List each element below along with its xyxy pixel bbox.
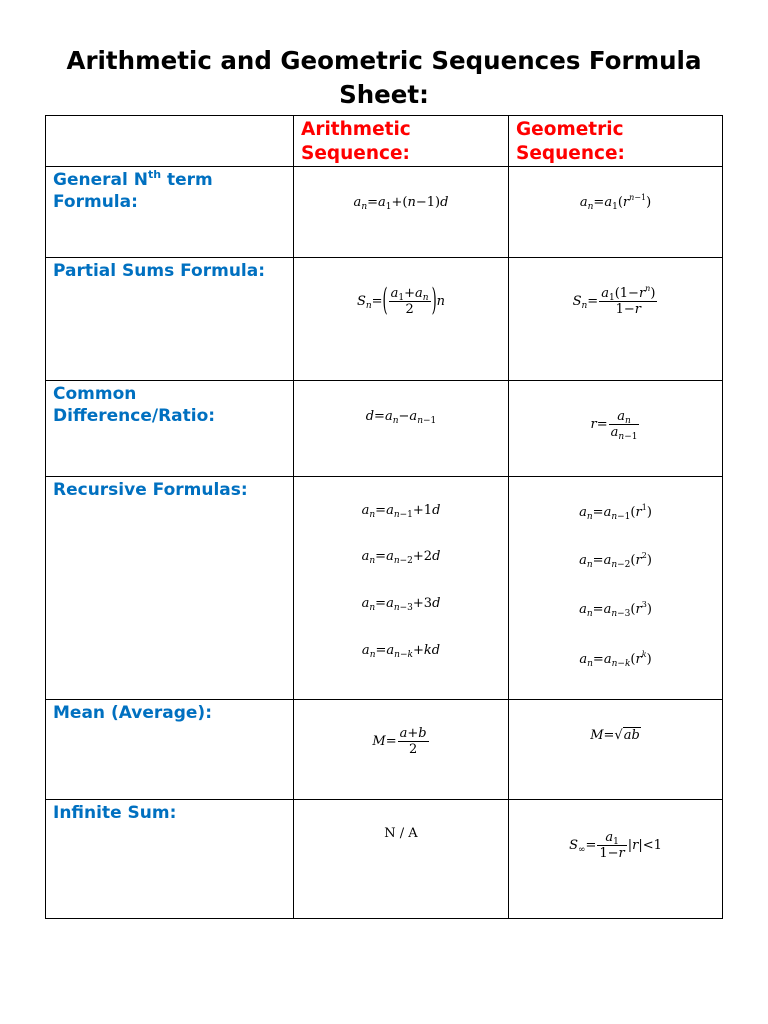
geometric-infinite-formula: $S_\infty=$ $\frac{a_1}{1-r}$ |r|<1 (569, 830, 662, 861)
infinite-sum-label: Infinite Sum: (53, 803, 177, 823)
arithmetic-infinite-formula: N / A (384, 826, 418, 841)
partial-sums-row (46, 258, 723, 381)
geometric-header-cell (509, 116, 723, 167)
geometric-recursive-1: $a_n=a_{n-1}(r^1)$ (579, 503, 652, 522)
arithmetic-partial-formula: $S_n=$( $\frac{a_1+a_n}{2}$ )n (356, 283, 446, 320)
arithmetic-mean-formula: M= $\frac{a+b}{2}$ (372, 726, 427, 757)
geometric-common-formula: r= $\frac{a_n}{a_{n-1}}$ (590, 409, 638, 442)
arithmetic-general-formula: $a_n=a_1+(n-1)d$ (353, 195, 449, 212)
recursive-label: Recursive Formulas: (53, 480, 248, 500)
common-diff-row (46, 381, 723, 477)
geometric-mean-formula: M=√ab (590, 728, 640, 743)
geometric-recursive-2: $a_n=a_{n-2}(r^2)$ (579, 551, 652, 570)
partial-sums-label: Partial Sums Formula: (53, 261, 266, 281)
arithmetic-recursive-3: $a_n=a_{n-3}+3d$ (361, 596, 441, 613)
common-diff-label: Common Difference/Ratio: (53, 384, 216, 426)
geometric-recursive-k: $a_n=a_{n-k}(r^k)$ (579, 650, 652, 669)
formula-table (45, 115, 723, 919)
arithmetic-recursive-k: $a_n=a_{n-k}+kd$ (361, 643, 441, 660)
infinite-sum-row (46, 800, 723, 919)
arithmetic-recursive-2: $a_n=a_{n-2}+2d$ (361, 549, 441, 566)
general-term-row (46, 167, 723, 258)
arithmetic-header: Arithmetic Sequence: (301, 119, 411, 164)
corner-cell (46, 116, 294, 167)
geometric-recursive-3: $a_n=a_{n-3}(r^3)$ (579, 600, 652, 619)
mean-row (46, 700, 723, 800)
arithmetic-header-cell (294, 116, 509, 167)
page-title: Arithmetic and Geometric Sequences Formula Sheet: (66, 46, 702, 109)
recursive-row (46, 477, 723, 700)
arithmetic-recursive-1: $a_n=a_{n-1}+1d$ (361, 503, 441, 520)
general-term-label: General $N^{th}$ term Formula: (53, 168, 213, 212)
geometric-header: Geometric Sequence: (516, 119, 625, 164)
header-row (46, 116, 723, 167)
geometric-general-formula: $a_n=a_1(r^{n-1})$ (579, 193, 652, 212)
mean-label: Mean (Average): (53, 703, 212, 723)
geometric-partial-formula: $S_n=$ $\frac{a_1(1-r^n)}{1-r}$ (572, 284, 656, 317)
arithmetic-common-formula: $d=a_n-a_{n-1}$ (365, 409, 437, 426)
